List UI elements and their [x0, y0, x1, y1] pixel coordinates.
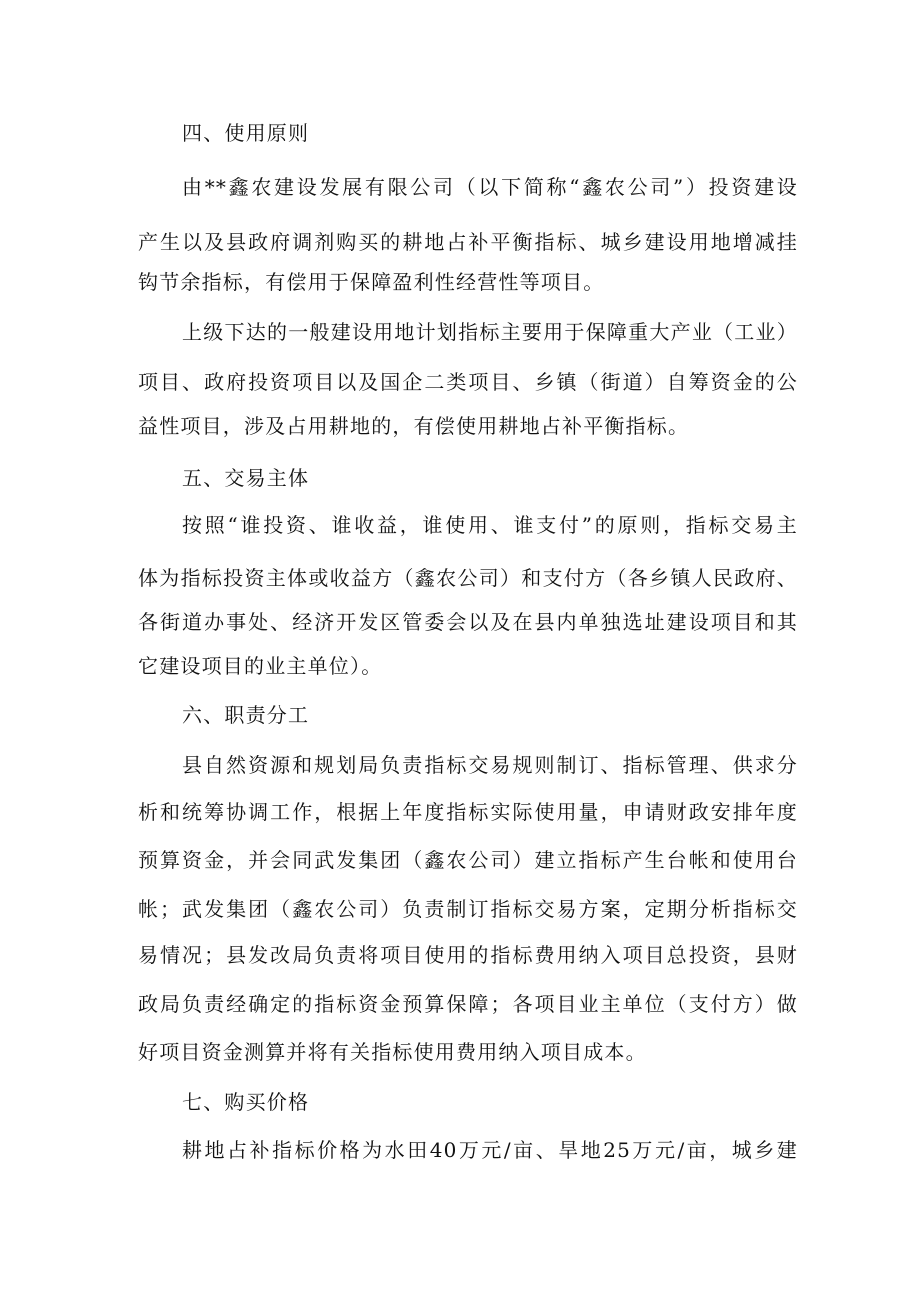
- paragraph-line: 预算资金，并会同武发集团（鑫农公司）建立指标产生台帐和使用台: [138, 848, 798, 872]
- paragraph-line: 易情况；县发改局负责将项目使用的指标费用纳入项目总投资，县财: [138, 943, 798, 967]
- section-heading-6: 六、职责分工: [182, 703, 310, 727]
- paragraph-line: 钩节余指标，有偿用于保障盈利性经营性等项目。: [138, 270, 605, 294]
- section-heading-5: 五、交易主体: [182, 466, 310, 490]
- section-heading-7: 七、购买价格: [182, 1090, 310, 1114]
- paragraph-line: 体为指标投资主体或收益方（鑫农公司）和支付方（各乡镇人民政府、: [138, 566, 798, 590]
- section-heading-4: 四、使用原则: [182, 121, 310, 145]
- paragraph-line: 好项目资金测算并将有关指标使用费用纳入项目成本。: [138, 1040, 647, 1064]
- paragraph-line: 各街道办事处、经济开发区管委会以及在县内单独选址建设项目和其: [138, 610, 798, 634]
- paragraph-line: 县自然资源和规划局负责指标交易规则制订、指标管理、供求分: [182, 753, 798, 777]
- paragraph-line: 由**鑫农建设发展有限公司（以下简称“鑫农公司”）投资建设: [182, 175, 798, 199]
- paragraph-line: 上级下达的一般建设用地计划指标主要用于保障重大产业（工业）: [182, 320, 798, 344]
- paragraph-line: 政局负责经确定的指标资金预算保障；各项目业主单位（支付方）做: [138, 992, 798, 1016]
- paragraph-line: 产生以及县政府调剂购买的耕地占补平衡指标、城乡建设用地增减挂: [138, 230, 798, 254]
- paragraph-line: 它建设项目的业主单位）。: [138, 654, 383, 678]
- paragraph-line: 析和统筹协调工作，根据上年度指标实际使用量，申请财政安排年度: [138, 800, 798, 824]
- paragraph-line: 帐；武发集团（鑫农公司）负责制订指标交易方案，定期分析指标交: [138, 897, 798, 921]
- paragraph-line: 耕地占补指标价格为水田40万元/亩、旱地25万元/亩，城乡建: [182, 1138, 798, 1162]
- paragraph-line: 益性项目，涉及占用耕地的，有偿使用耕地占补平衡指标。: [138, 414, 690, 438]
- paragraph-line: 项目、政府投资项目以及国企二类项目、乡镇（街道）自筹资金的公: [138, 370, 798, 394]
- paragraph-line: 按照“谁投资、谁收益，谁使用、谁支付”的原则，指标交易主: [182, 513, 798, 537]
